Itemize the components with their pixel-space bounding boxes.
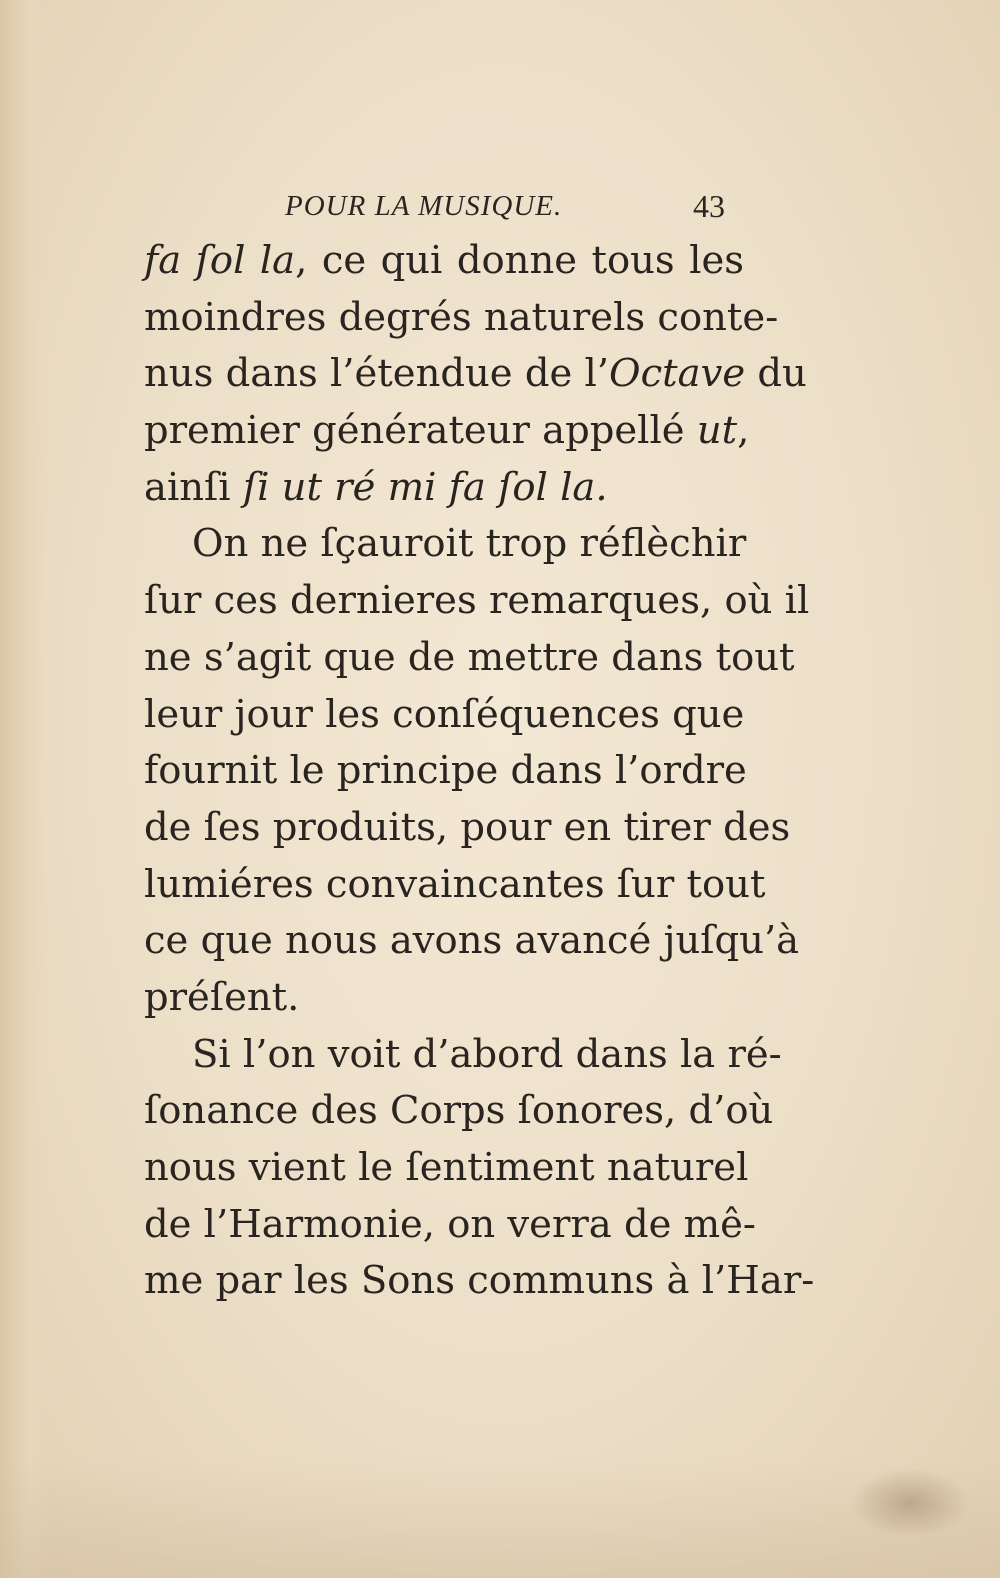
text-segment: , ce qui donne tous les <box>295 238 744 283</box>
text-segment: ce que nous avons avancé juſqu’à <box>144 918 800 964</box>
text-segment: de l’Harmonie, on verra de mê- <box>144 1201 756 1247</box>
text-segment: premier générateur appellé <box>144 408 697 454</box>
body-text <box>144 233 815 1313</box>
text-segment: me par les Sons communs à l’Har- <box>144 1258 815 1304</box>
text-segment: leur jour les conſéquences que <box>144 691 745 737</box>
page-left-edge-shadow <box>0 0 48 1578</box>
italic-text-segment: Octave <box>609 351 746 397</box>
text-segment: , <box>737 408 750 454</box>
page-number: 43 <box>693 188 725 224</box>
text-line <box>144 1083 774 1140</box>
text-segment: ſur ces dernieres remarques, où il <box>144 578 810 624</box>
text-segment: fournit le principe dans l’ordre <box>144 748 747 794</box>
text-segment: ſonance des Corps ſonores, d’où <box>144 1088 774 1134</box>
text-segment: Si l’on voit d’abord dans la ré- <box>192 1031 782 1077</box>
text-line <box>144 403 750 460</box>
text-line <box>144 460 744 517</box>
text-line <box>144 290 779 347</box>
text-segment: On ne ſçauroit trop réflèchir <box>192 521 747 567</box>
text-line <box>144 1197 756 1254</box>
text-line <box>144 630 795 687</box>
text-segment: du <box>745 351 807 397</box>
text-segment: moindres degrés naturels conte- <box>144 294 779 340</box>
italic-text-segment: ſi ut ré mi fa ſol la. <box>242 464 608 510</box>
text-segment: nous vient le ſentiment naturel <box>144 1145 749 1190</box>
text-line <box>144 233 744 290</box>
text-line <box>144 516 747 573</box>
text-line <box>144 687 744 744</box>
italic-text-segment: fa ſol la <box>144 238 296 283</box>
text-line <box>144 913 800 970</box>
paper-stain <box>850 1468 970 1538</box>
text-line <box>144 857 766 914</box>
text-line <box>144 573 810 630</box>
running-head: POUR LA MUSIQUE. <box>285 190 563 222</box>
page-bottom-shading <box>0 1458 1000 1578</box>
text-segment: de ſes produits, pour en tirer des <box>144 804 791 850</box>
text-line <box>144 743 747 800</box>
text-line <box>144 1140 749 1197</box>
text-line <box>144 346 807 403</box>
text-segment: ainſi <box>144 464 243 510</box>
text-line <box>144 800 791 857</box>
text-segment: lumiéres convaincantes ſur tout <box>144 861 766 907</box>
text-segment: ne s’agit que de mettre dans tout <box>144 634 795 680</box>
text-line <box>144 1253 815 1310</box>
text-segment: préſent. <box>144 974 300 1020</box>
text-segment: nus dans l’étendue de l’ <box>144 351 610 397</box>
text-line <box>144 970 744 1027</box>
italic-text-segment: ut <box>696 408 738 454</box>
page-header <box>140 184 740 234</box>
text-line <box>144 1027 782 1084</box>
